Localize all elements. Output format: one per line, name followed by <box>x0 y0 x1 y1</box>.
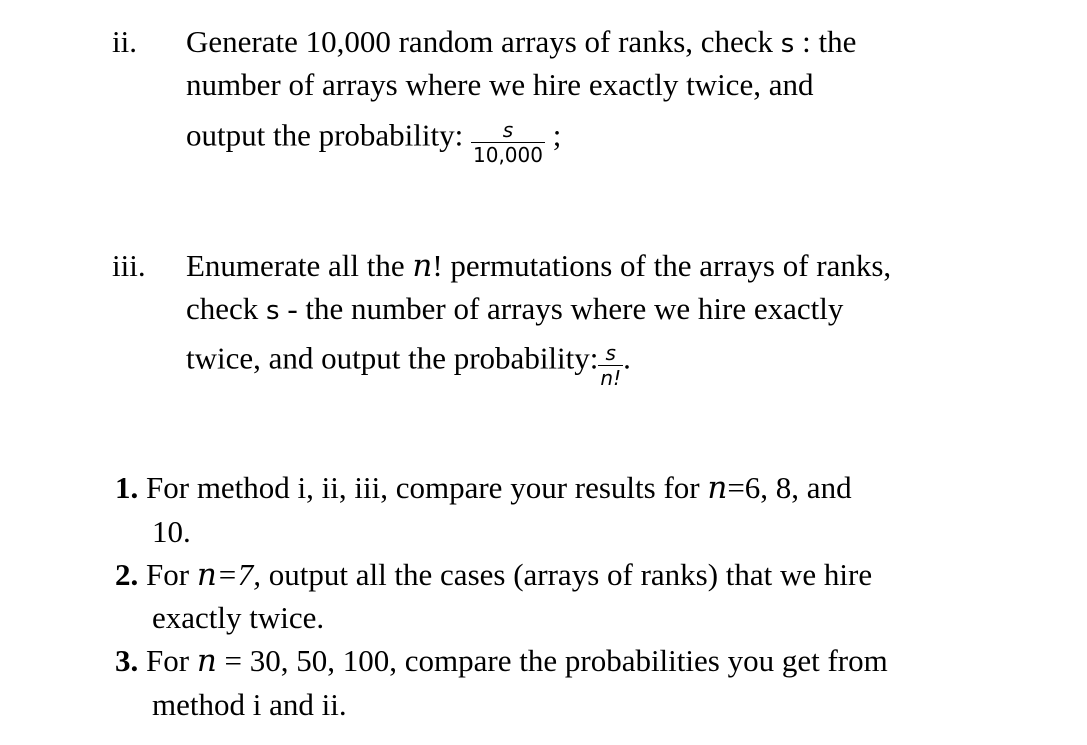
item-iii-line3: twice, and output the probability: $\frac{s}{n!}$ . <box>186 340 631 390</box>
item-iii-marker: iii. <box>112 248 146 283</box>
variable-s: s <box>780 29 795 59</box>
question-number: 3. <box>115 643 139 678</box>
variable-n: n <box>196 643 217 679</box>
fraction-s-over-n-factorial: $\frac{s}{n!}$ <box>600 341 622 390</box>
fraction-s-over-10000: $\frac{s}{10,000}$ <box>473 118 543 167</box>
item-ii-line3: output the probability: $\frac{s}{10,000}$ ; <box>186 117 562 167</box>
variable-s: s <box>266 296 280 326</box>
item-iii-line2: check s - the number of arrays where we hire exactly <box>186 291 844 326</box>
question-number: 1. <box>115 470 139 505</box>
question-2-line1: 2. For n=7, output all the cases (arrays of ranks) that we hire <box>115 557 873 593</box>
item-ii-line2: number of arrays where we hire exactly twice, and <box>186 67 814 102</box>
variable-n: n <box>412 248 433 284</box>
item-iii-line1: Enumerate all the n! permutations of the arrays of ranks, <box>186 248 892 284</box>
item-ii-line1: Generate 10,000 random arrays of ranks, check s : the <box>186 24 857 59</box>
question-1-line2: 10. <box>152 514 191 549</box>
question-3-line1: 3. For n = 30, 50, 100, compare the probabilities you get from <box>115 643 888 679</box>
question-2-line2: exactly twice. <box>152 600 325 635</box>
variable-n: n <box>196 557 217 593</box>
question-3-line2: method i and ii. <box>152 687 347 722</box>
question-1-line1: 1. For method i, ii, iii, compare your results for n=6, 8, and <box>115 470 852 506</box>
variable-n: n <box>707 470 728 506</box>
question-number: 2. <box>115 557 139 592</box>
item-ii-marker: ii. <box>112 24 137 59</box>
